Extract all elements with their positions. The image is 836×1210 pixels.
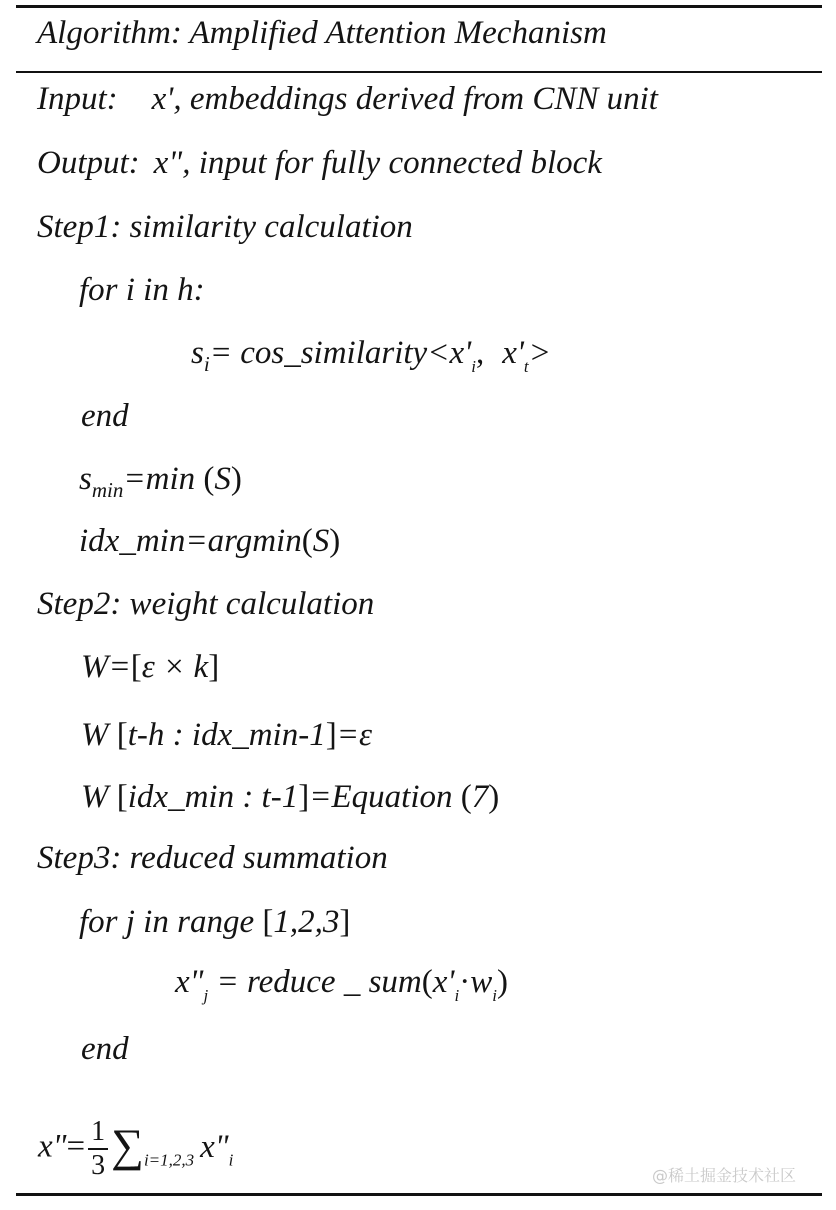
- final-equals: =: [66, 1128, 86, 1165]
- summation-subscript: i=1,2,3: [143, 1150, 195, 1170]
- step1-heading: Step1: similarity calculation: [37, 209, 413, 245]
- final-lhs: x": [38, 1128, 67, 1165]
- similarity-operator: = cos_similarity<: [209, 335, 450, 371]
- weight-range2-lhs: W: [81, 779, 117, 815]
- step1-end: end: [81, 398, 129, 434]
- step3-end: end: [81, 1031, 129, 1067]
- output-line: [37, 143, 602, 183]
- table-header-rule: [16, 71, 822, 73]
- final-rhs: x": [200, 1128, 229, 1165]
- weight-range2-value: =Equation: [309, 779, 461, 815]
- summation-icon: ∑: [111, 1119, 144, 1171]
- weight-range1-value: =ε: [336, 717, 372, 753]
- weight-range2-line: W [idx_min : t-1]=Equation (7): [81, 779, 500, 815]
- reduce-arg-x: x': [432, 964, 455, 1000]
- smin-subscript: min: [91, 478, 124, 502]
- smin-expression: =min: [123, 461, 196, 497]
- final-rhs-subscript: i: [228, 1150, 234, 1170]
- weight-range2-slice: idx_min : t-1: [127, 779, 299, 815]
- algorithm-title: Algorithm: Amplified Attention Mechanism: [37, 15, 607, 51]
- table-bottom-rule: [16, 1193, 822, 1196]
- step3-heading: Step3: reduced summation: [37, 840, 388, 876]
- output-label: Output:: [37, 145, 140, 181]
- reduce-arg-w-subscript: i: [492, 986, 497, 1005]
- input-label: Input:: [37, 81, 118, 117]
- reduce-lhs: x": [175, 964, 204, 1000]
- smin-line: $s_{min}=\min$ (S): [79, 461, 242, 502]
- similarity-separator: ,: [475, 335, 485, 371]
- similarity-lhs: s: [191, 335, 204, 371]
- step1-for-loop: for i in h:: [79, 272, 205, 308]
- reduce-arg-w: w: [470, 964, 493, 1000]
- input-line: [37, 79, 658, 119]
- one-third-fraction: [88, 1116, 108, 1182]
- output-description: , input for fully connected block: [182, 145, 602, 181]
- fraction-numerator: 1: [88, 1116, 108, 1150]
- similarity-close: >: [528, 335, 551, 371]
- similarity-formula: [191, 333, 551, 387]
- weight-range1-lhs: W: [81, 717, 117, 753]
- fraction-denominator: 3: [91, 1150, 106, 1181]
- reduce-arg-x-subscript: i: [454, 986, 460, 1005]
- smin-argument: S: [214, 461, 231, 497]
- reduce-dot: ·: [459, 964, 471, 1000]
- table-top-rule: [16, 5, 822, 8]
- step3-for-text: for j in range: [79, 904, 263, 940]
- weight-init-value: ε × k: [141, 649, 209, 685]
- idxmin-expression: idx_min=argmin: [79, 523, 302, 559]
- weight-init-lhs: W=: [81, 649, 131, 685]
- weight-range1-slice: t-h : idx_min-1: [127, 717, 326, 753]
- reduce-lhs-subscript: j: [203, 986, 209, 1005]
- reduce-operator: = reduce _ sum: [208, 964, 422, 1000]
- step3-range-values: 1,2,3: [273, 904, 340, 940]
- similarity-arg-a-subscript: i: [471, 357, 476, 376]
- final-average-formula: [38, 1116, 233, 1182]
- weight-init-line: W=[ε × k]: [81, 649, 220, 685]
- idxmin-argument: S: [312, 523, 330, 559]
- step2-heading: Step2: weight calculation: [37, 586, 375, 622]
- watermark: @稀土掘金技术社区: [652, 1166, 797, 1185]
- similarity-arg-b-subscript: t: [523, 357, 529, 376]
- input-description: , embeddings derived from CNN unit: [173, 81, 658, 117]
- reduce-sum-formula: $x"_j$ = reduce _ $sum(x'_i\cdot w_i)$: [175, 964, 508, 1005]
- similarity-arg-a: x': [449, 335, 472, 371]
- step3-for-loop: for j in range [1,2,3]: [79, 904, 351, 940]
- weight-range1-line: W [t-h : idx_min-1]=ε: [81, 717, 372, 753]
- equation-number: 7: [471, 779, 489, 815]
- output-variable: x": [153, 145, 183, 181]
- similarity-arg-b: x': [502, 335, 524, 371]
- similarity-lhs-subscript: i: [203, 352, 210, 376]
- input-variable: x': [151, 81, 174, 117]
- idxmin-line: idx_min=argmin(S): [79, 523, 341, 559]
- smin-var: s: [79, 461, 92, 497]
